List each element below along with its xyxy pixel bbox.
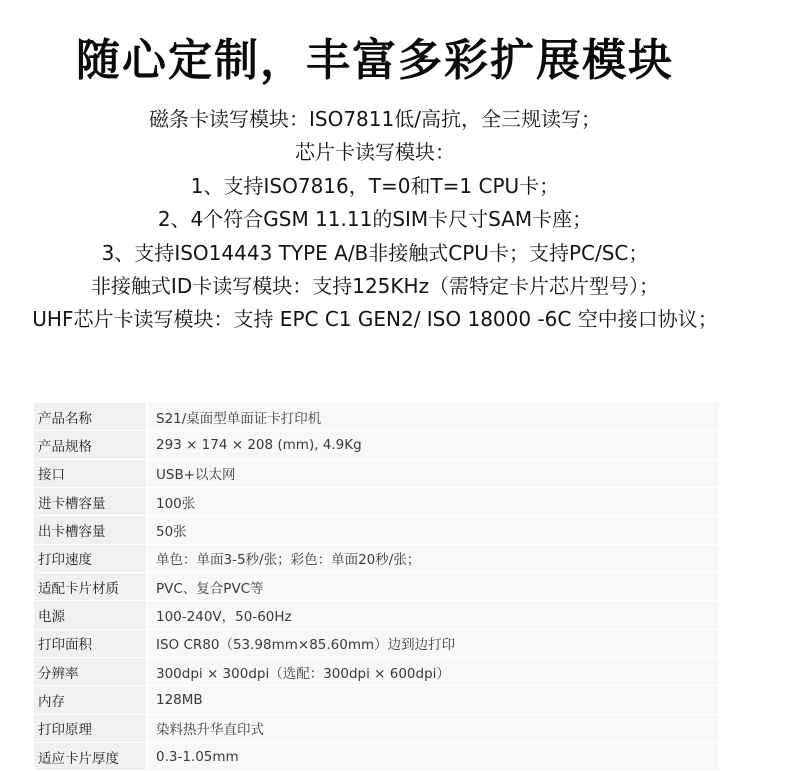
- spec-value: 50张: [147, 516, 719, 544]
- spec-value: 0.3-1.05mm: [147, 743, 719, 771]
- feature-chip-sam: 2、4个符合GSM 11.11的SIM卡尺寸SAM卡座；: [157, 207, 593, 232]
- spec-table: [34, 403, 719, 771]
- spec-value: 单色：单面3-5秒/张；彩色：单面20秒/张；: [147, 544, 719, 572]
- spec-key: 出卡槽容量: [34, 516, 147, 544]
- table-row: [34, 658, 719, 686]
- spec-key: 适应卡片厚度: [34, 743, 147, 771]
- table-row: [34, 601, 719, 629]
- spec-key: 进卡槽容量: [34, 488, 147, 516]
- feature-list: [0, 103, 790, 337]
- table-row: [34, 573, 719, 601]
- table-row: [34, 431, 719, 459]
- spec-key: 内存: [34, 686, 147, 714]
- spec-key: 产品名称: [34, 403, 147, 431]
- table-row: [34, 459, 719, 487]
- spec-key: 电源: [34, 601, 147, 629]
- table-row: [34, 686, 719, 714]
- spec-key: 分辨率: [34, 658, 147, 686]
- spec-key: 打印速度: [34, 544, 147, 572]
- table-row: [34, 743, 719, 771]
- table-row: [34, 488, 719, 516]
- table-row: [34, 403, 719, 431]
- spec-key: 打印面积: [34, 629, 147, 657]
- feature-chip-iso7816: 1、支持ISO7816，T=0和T=1 CPU卡；: [190, 173, 560, 198]
- spec-value: 300dpi × 300dpi（选配：300dpi × 600dpi）: [147, 658, 719, 686]
- table-row: [34, 516, 719, 544]
- spec-value: 100-240V，50-60Hz: [147, 601, 719, 629]
- feature-chip-heading: 芯片卡读写模块：: [295, 140, 455, 165]
- spec-value: 128MB: [147, 686, 719, 714]
- spec-value: S21/桌面型单面证卡打印机: [147, 403, 719, 431]
- spec-key: 适配卡片材质: [34, 573, 147, 601]
- feature-contactless-id: 非接触式ID卡读写模块：支持125KHz（需特定卡片芯片型号）；: [90, 274, 660, 299]
- spec-key: 接口: [34, 459, 147, 487]
- spec-value: USB+以太网: [147, 459, 719, 487]
- feature-magstripe: 磁条卡读写模块：ISO7811低/高抗，全三规读写；: [149, 107, 601, 131]
- page-title: 随心定制，丰富多彩扩展模块: [76, 35, 674, 86]
- feature-uhf: UHF芯片卡读写模块：支持 EPC C1 GEN2/ ISO 18000 -6C 空中接口协议；: [32, 307, 718, 332]
- spec-key: 打印原理: [34, 714, 147, 742]
- table-row: [34, 544, 719, 572]
- spec-value: PVC、复合PVC等: [147, 573, 719, 601]
- spec-value: 染料热升华直印式: [147, 714, 719, 742]
- table-row: [34, 714, 719, 742]
- table-row: [34, 629, 719, 657]
- feature-chip-iso14443: 3、支持ISO14443 TYPE A/B非接触式CPU卡；支持PC/SC；: [101, 240, 649, 265]
- spec-key: 产品规格: [34, 431, 147, 459]
- spec-value: 293 × 174 × 208 (mm), 4.9Kg: [147, 431, 719, 459]
- spec-value: ISO CR80（53.98mm×85.60mm）边到边打印: [147, 629, 719, 657]
- spec-value: 100张: [147, 488, 719, 516]
